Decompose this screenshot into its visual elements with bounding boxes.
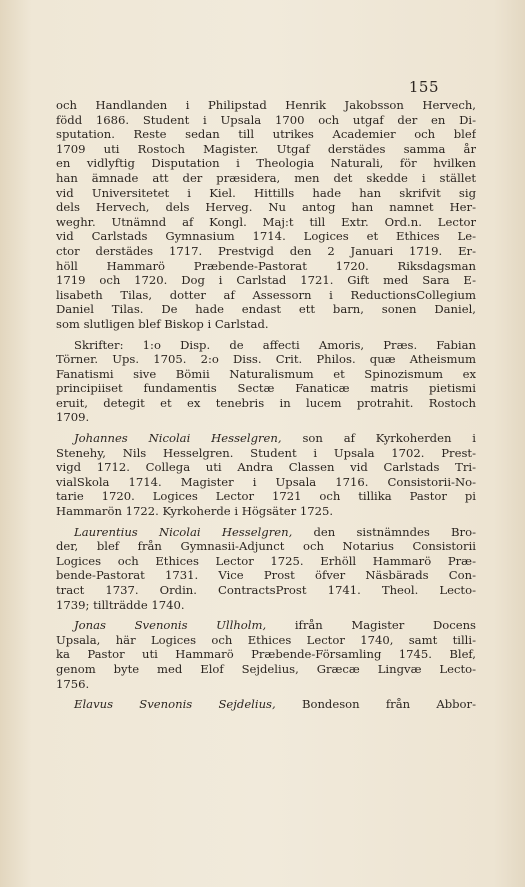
- text-line: eruit, detegit et ex tenebris in lucem protrahit. Rostoch: [56, 395, 476, 410]
- text-line: tarie 1720. Logices Lector 1721 och tillika Pastor pi: [56, 489, 476, 504]
- text-line: en vidlyftig Disputation i Theologia Naturali, för hvilken: [56, 156, 476, 171]
- text-fragment: ifrån Magister Docens: [266, 618, 476, 633]
- text-line: Törner. Ups. 1705. 2:o Diss. Crit. Philos. quæ Atheismum: [56, 352, 476, 367]
- text-line: der, blef från Gymnasii-Adjunct och Notarius Consistorii: [56, 539, 476, 554]
- text-line: Logices och Ethices Lector 1725. Erhöll Hammarö Præ-: [56, 553, 476, 568]
- text-line: Upsala, här Logices och Ethices Lector 1740, samt tilli-: [56, 632, 476, 647]
- text-line: 1739; tillträdde 1740.: [56, 597, 185, 612]
- person-name: Jonas Svenonis Ullholm,: [74, 618, 267, 633]
- text-line: som slutligen blef Biskop i Carlstad.: [56, 316, 269, 331]
- text-line: 1719 och 1720. Dog i Carlstad 1721. Gift med Sara E-: [56, 273, 476, 288]
- text-line: 1709 uti Rostoch Magister. Utgaf derstädes samma år: [56, 141, 476, 156]
- text-line: 1709.: [56, 410, 90, 425]
- entry-johannes-hesselgren: [56, 431, 476, 519]
- text-fragment: Bondeson från Abbor-: [275, 697, 476, 712]
- text-line: principiiset fundamentis Sectæ Fanaticæ matris pietismi: [56, 381, 476, 396]
- text-line: [56, 431, 476, 446]
- text-line: Daniel Tilas. De hade endast ett barn, sonen Daniel,: [56, 302, 476, 317]
- entry-jonas-ullholm: [56, 618, 476, 691]
- text-line: sputation. Reste sedan till utrikes Academier och blef: [56, 127, 476, 142]
- text-line: bende-Pastorat 1731. Vice Prost öfver Näsbärads Con-: [56, 568, 476, 583]
- text-line: höll Hammarö Præbende-Pastorat 1720. Riksdagsman: [56, 258, 476, 273]
- text-fragment: son af Kyrkoherden i: [281, 431, 476, 446]
- text-line: född 1686. Student i Upsala 1700 och utgaf der en Di-: [56, 112, 476, 127]
- text-line: tract 1737. Ordin. ContractsProst 1741. Theol. Lecto-: [56, 583, 476, 597]
- text-line: Hammarön 1722. Kyrkoherde i Högsäter 1725.: [56, 504, 334, 519]
- text-line: Stenehy, Nils Hesselgren. Student i Upsala 1702. Prest-: [56, 445, 476, 460]
- text-line: [56, 618, 476, 633]
- person-name: Elavus Svenonis Sejdelius,: [74, 697, 276, 712]
- text-line: [56, 697, 476, 712]
- person-name: Johannes Nicolai Hesselgren,: [74, 431, 282, 446]
- text-line: [56, 525, 476, 540]
- text-line: lisabeth Tilas, dotter af Assessorn i ReductionsCollegium: [56, 287, 476, 302]
- text-line: vid Universitetet i Kiel. Hittills hade han skrifvit sig: [56, 185, 476, 200]
- text-line: 1756.: [56, 676, 90, 691]
- entry-writings: [56, 338, 476, 426]
- text-line: weghr. Utnämnd af Kongl. Maj:t till Extr. Ord.n. Lector: [56, 214, 476, 229]
- page-number: 155: [408, 78, 439, 96]
- person-name: Laurentius Nicolai Hesselgren,: [74, 524, 293, 539]
- text-line: Fanatismi sive Bömii Naturalismum et Spinozismum ex: [56, 366, 476, 381]
- entry-continuation: [56, 98, 476, 332]
- text-line: vialSkola 1714. Magister i Upsala 1716. Consistorii-No-: [56, 474, 476, 489]
- text-line: ctor derstädes 1717. Prestvigd den 2 Januari 1719. Er-: [56, 243, 476, 258]
- text-line: genom byte med Elof Sejdelius, Græcæ Lingvæ Lecto-: [56, 661, 476, 676]
- text-fragment: den sistnämndes Bro-: [292, 524, 476, 539]
- page-text: [56, 98, 476, 712]
- entry-laurentius-hesselgren: [56, 525, 476, 613]
- text-line: vigd 1712. Collega uti Andra Classen vid Carlstads Tri-: [56, 460, 476, 475]
- text-line: och Handlanden i Philipstad Henrik Jakobsson Hervech,: [56, 98, 476, 112]
- text-line: ka Pastor uti Hammarö Præbende-Församling 1745. Blef,: [56, 647, 476, 662]
- text-line: vid Carlstads Gymnasium 1714. Logices et Ethices Le-: [56, 229, 476, 244]
- entry-elavus-sejdelius: [56, 697, 476, 712]
- text-line: dels Hervech, dels Herveg. Nu antog han namnet Her-: [56, 200, 476, 215]
- text-line: han ämnade att der præsidera, men det skedde i stället: [56, 170, 476, 185]
- text-line: Skrifter: 1:o Disp. de affecti Amoris, Præs. Fabian: [74, 337, 476, 352]
